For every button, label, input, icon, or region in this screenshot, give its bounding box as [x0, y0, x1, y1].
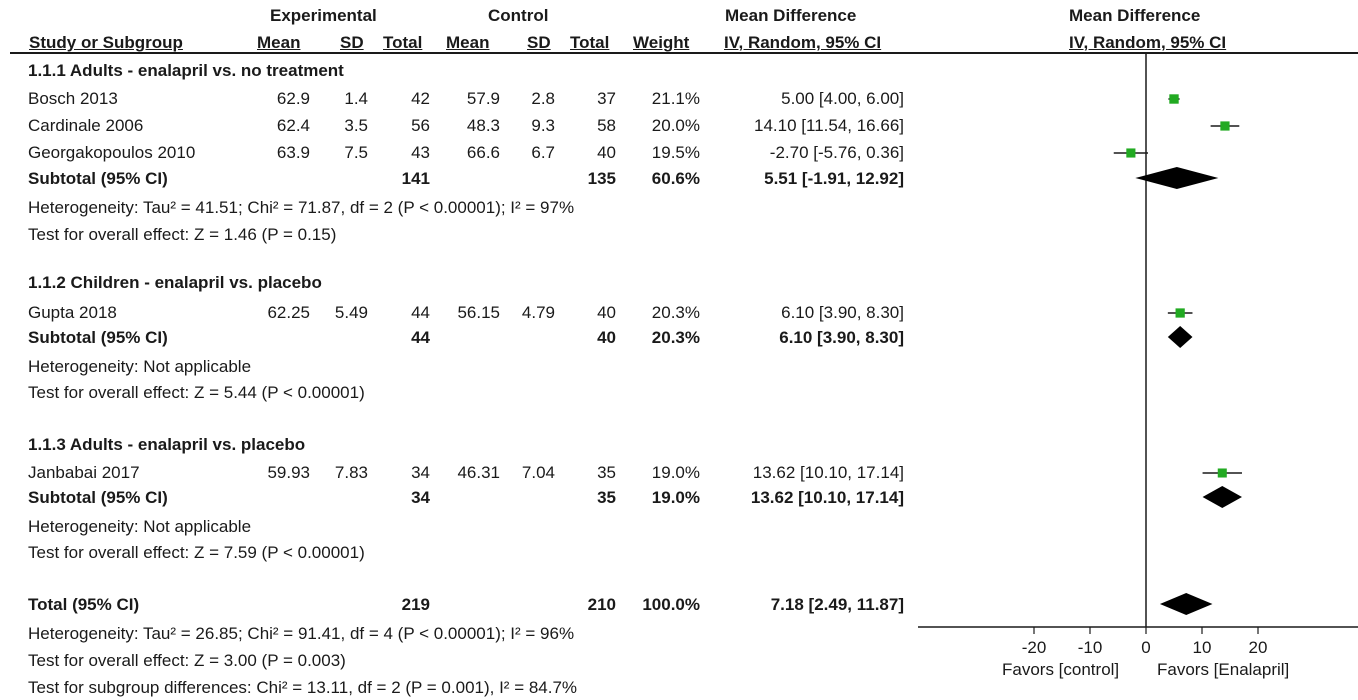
total1-cell: 43 [411, 143, 430, 162]
x-tick-label: -20 [1021, 638, 1047, 657]
study-square [1220, 121, 1229, 130]
total1-cell: 56 [411, 116, 430, 135]
subtotal-ci: 5.51 [-1.91, 12.92] [764, 169, 904, 188]
mean1-cell: 59.93 [267, 463, 310, 482]
ci-cell: 6.10 [3.90, 8.30] [781, 303, 904, 322]
ci-cell: -2.70 [-5.76, 0.36] [769, 143, 904, 162]
sd1-column-header: SD [340, 33, 364, 52]
sd1-cell: 3.5 [344, 116, 368, 135]
total2-cell: 58 [597, 116, 616, 135]
total2-cell: 40 [597, 303, 616, 322]
favors-enalapril-label: Favors [Enalapril] [1157, 660, 1290, 679]
sd2-column-header: SD [527, 33, 551, 52]
mean2-cell: 48.3 [466, 116, 500, 135]
subtotal-weight: 60.6% [651, 169, 700, 188]
group-title: 1.1.3 Adults - enalapril vs. placebo [28, 435, 306, 454]
mean2-cell: 56.15 [457, 303, 500, 322]
study-square [1169, 94, 1178, 103]
subtotal-total1: 44 [411, 328, 430, 347]
sd2-cell: 6.7 [531, 143, 555, 162]
mean2-column-header: Mean [446, 33, 490, 52]
ci-cell: 5.00 [4.00, 6.00] [781, 89, 904, 108]
subtotal-weight: 19.0% [651, 488, 700, 507]
weight-cell: 20.3% [651, 303, 700, 322]
md-title-right: Mean Difference [1069, 6, 1201, 25]
subtotal-weight: 20.3% [651, 328, 700, 347]
weight-cell: 19.5% [651, 143, 700, 162]
sd2-cell: 2.8 [531, 89, 555, 108]
sd2-cell: 7.04 [521, 463, 555, 482]
weight-cell: 20.0% [651, 116, 700, 135]
total1-cell: 44 [411, 303, 430, 322]
subtotal-diamond [1135, 167, 1218, 189]
study-square [1176, 308, 1185, 317]
mean1-cell: 62.9 [276, 89, 310, 108]
subtotal-total2: 135 [587, 169, 616, 188]
heterogeneity-text: Heterogeneity: Not applicable [28, 517, 252, 536]
study-square [1218, 468, 1227, 477]
total2-cell: 35 [597, 463, 616, 482]
total-total1: 219 [401, 595, 430, 614]
ci-cell: 14.10 [11.54, 16.66] [754, 116, 904, 135]
mean1-cell: 62.4 [276, 116, 310, 135]
subtotal-diamond [1203, 486, 1242, 508]
study-name: Gupta 2018 [28, 303, 117, 322]
x-tick-label: 0 [1141, 638, 1151, 657]
group-title: 1.1.1 Adults - enalapril vs. no treatment [28, 61, 344, 80]
subtotal-total1: 141 [401, 169, 430, 188]
total-total2: 210 [587, 595, 616, 614]
sd2-cell: 9.3 [531, 116, 555, 135]
mean1-cell: 62.25 [267, 303, 310, 322]
total1-cell: 42 [411, 89, 430, 108]
subtotal-total2: 40 [597, 328, 616, 347]
overall-effect-text: Test for overall effect: Z = 1.46 (P = 0.15) [28, 225, 337, 244]
subtotal-total2: 35 [597, 488, 616, 507]
subtotal-total1: 34 [411, 488, 430, 507]
total1-cell: 34 [411, 463, 430, 482]
experimental-header: Experimental [270, 6, 377, 25]
sd1-cell: 1.4 [344, 89, 368, 108]
sd2-cell: 4.79 [521, 303, 555, 322]
total1-column-header: Total [383, 33, 423, 52]
study-name: Bosch 2013 [28, 89, 118, 108]
overall-effect-text: Test for overall effect: Z = 3.00 (P = 0.003) [28, 651, 346, 670]
overall-effect-text: Test for overall effect: Z = 5.44 (P < 0.00001) [28, 383, 365, 402]
study-name: Cardinale 2006 [28, 116, 144, 135]
ci-cell: 13.62 [10.10, 17.14] [752, 463, 904, 482]
heterogeneity-text: Heterogeneity: Tau² = 26.85; Chi² = 91.41, df = 4 (P < 0.00001); I² = 96% [28, 624, 575, 643]
group-title: 1.1.2 Children - enalapril vs. placebo [28, 273, 322, 292]
mean2-cell: 46.31 [457, 463, 500, 482]
x-tick-label: 10 [1192, 638, 1212, 657]
control-header: Control [488, 6, 549, 25]
overall-effect-text: Test for overall effect: Z = 7.59 (P < 0.00001) [28, 543, 365, 562]
study-column-header: Study or Subgroup [29, 33, 183, 52]
subtotal-label: Subtotal (95% CI) [28, 169, 168, 188]
sd1-cell: 7.83 [334, 463, 368, 482]
total2-cell: 40 [597, 143, 616, 162]
sd1-cell: 5.49 [334, 303, 368, 322]
subtotal-ci: 13.62 [10.10, 17.14] [750, 488, 904, 507]
total-weight: 100.0% [642, 595, 700, 614]
favors-control-label: Favors [control] [1002, 660, 1120, 679]
sd1-cell: 7.5 [344, 143, 368, 162]
total2-column-header: Total [570, 33, 610, 52]
x-tick-label: -10 [1077, 638, 1103, 657]
subtotal-label: Subtotal (95% CI) [28, 488, 168, 507]
subgroup-differences-text: Test for subgroup differences: Chi² = 13.11, df = 2 (P = 0.001), I² = 84.7% [28, 678, 578, 697]
weight-column-header: Weight [633, 33, 690, 52]
md-title-left: Mean Difference [725, 6, 857, 25]
heterogeneity-text: Heterogeneity: Not applicable [28, 357, 252, 376]
total-label: Total (95% CI) [28, 595, 140, 614]
subtotal-label: Subtotal (95% CI) [28, 328, 168, 347]
subtotal-ci: 6.10 [3.90, 8.30] [779, 328, 904, 347]
method-left-header: IV, Random, 95% CI [724, 33, 882, 52]
subtotal-diamond [1168, 326, 1193, 348]
method-right-header: IV, Random, 95% CI [1069, 33, 1227, 52]
x-tick-label: 20 [1248, 638, 1268, 657]
mean1-cell: 63.9 [276, 143, 310, 162]
total-diamond [1160, 593, 1213, 615]
study-name: Janbabai 2017 [28, 463, 140, 482]
weight-cell: 19.0% [651, 463, 700, 482]
mean2-cell: 66.6 [466, 143, 500, 162]
total2-cell: 37 [597, 89, 616, 108]
study-name: Georgakopoulos 2010 [28, 143, 196, 162]
weight-cell: 21.1% [651, 89, 700, 108]
study-square [1126, 148, 1135, 157]
total-ci: 7.18 [2.49, 11.87] [770, 595, 904, 614]
mean2-cell: 57.9 [466, 89, 500, 108]
heterogeneity-text: Heterogeneity: Tau² = 41.51; Chi² = 71.87, df = 2 (P < 0.00001); I² = 97% [28, 198, 575, 217]
mean1-column-header: Mean [257, 33, 301, 52]
